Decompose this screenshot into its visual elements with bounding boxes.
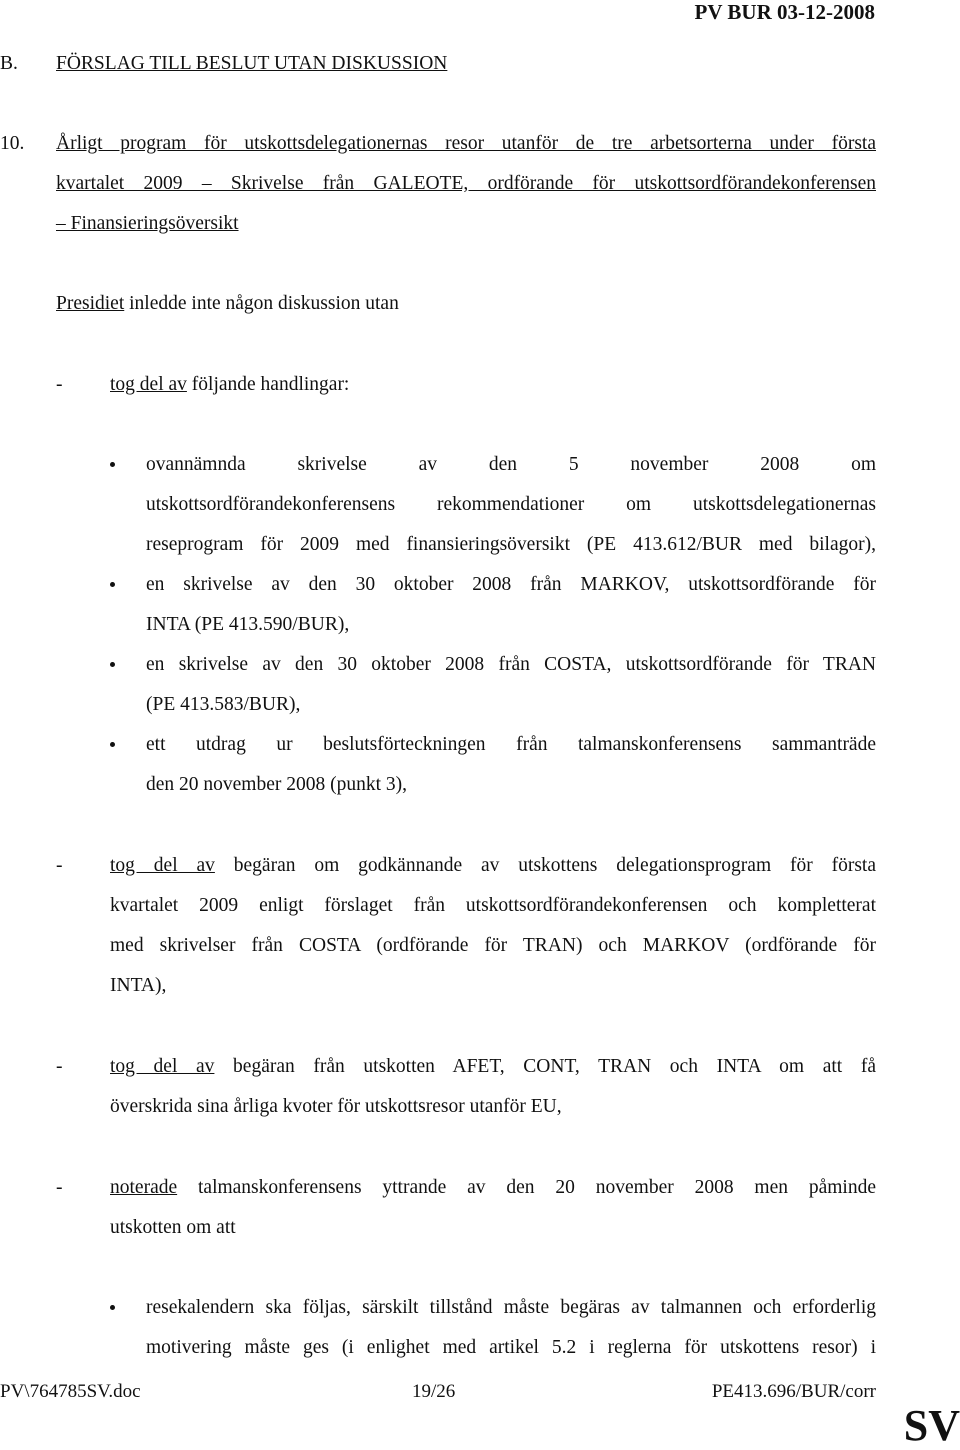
intro-subject: Presidiet (56, 293, 125, 314)
list-item-line: en skrivelse av den 30 oktober 2008 från COSTA, utskottsordförande för TRAN (146, 654, 876, 675)
item-heading-line: kvartalet 2009 – Skrivelse från GALEOTE, ordförande för utskottsordförandekonferensen (56, 173, 876, 194)
section-heading (0, 50, 447, 78)
decision-line: INTA), (110, 975, 167, 996)
item-heading-line: Årligt program för utskottsdelegationernas resor utanför de tre arbetsorterna under första (56, 133, 876, 154)
section-title: FÖRSLAG TILL BESLUT UTAN DISKUSSION (56, 53, 448, 74)
bullet-icon (110, 462, 115, 467)
item-heading-line: – Finansieringsöversikt (56, 213, 239, 234)
decision-text: begäran om godkännande av utskottens delegationsprogram för första (214, 855, 876, 876)
dash-marker: - (56, 1056, 63, 1077)
decision-line: överskrida sina årliga kvoter för utskottsresor utanför EU, (110, 1096, 562, 1117)
footer-document-ref: PE413.696/BUR/corr (711, 1381, 876, 1402)
bullet-icon (110, 662, 115, 667)
dash-marker: - (56, 374, 63, 395)
list-item-line: en skrivelse av den 30 oktober 2008 från MARKOV, utskottsordförande för (146, 574, 876, 595)
list-item-line: (PE 413.583/BUR), (146, 694, 301, 715)
intro-paragraph (56, 284, 399, 324)
decision-line: utskotten om att (110, 1217, 236, 1238)
bullet-icon (110, 1305, 115, 1310)
decision-verb: tog del av (110, 855, 215, 876)
decision-text: talmanskonferensens yttrande av den 20 november 2008 men påminde (177, 1177, 876, 1198)
item-number: 10. (0, 133, 25, 154)
language-mark: SV (903, 1401, 960, 1450)
decision-verb: noterade (110, 1177, 178, 1198)
decision-line (110, 1168, 876, 1208)
list-item-line: resekalendern ska följas, särskilt tillstånd måste begäras av talmannen och erforderlig (146, 1297, 876, 1318)
list-item-line: ovannämnda skrivelse av den 5 november 2008 om (146, 454, 876, 475)
page-footer (0, 1380, 876, 1404)
list-item-line: den 20 november 2008 (punkt 3), (146, 774, 408, 795)
list-item-line: INTA (PE 413.590/BUR), (146, 614, 350, 635)
dash-marker: - (56, 1177, 63, 1198)
decision-line (110, 1047, 876, 1087)
list-item-line: ett utdrag ur beslutsförteckningen från talmanskonferensens sammanträde (146, 734, 876, 755)
decision-line (110, 365, 876, 405)
footer-filename: PV\764785SV.doc (0, 1381, 141, 1402)
decision-text: begäran från utskotten AFET, CONT, TRAN och INTA om att få (214, 1056, 876, 1077)
decision-text: följande handlingar: (186, 374, 350, 395)
section-letter: B. (0, 53, 18, 74)
list-item-line: motivering måste ges (i enlighet med artikel 5.2 i reglerna för utskottens resor) i (146, 1337, 876, 1358)
bullet-icon (110, 582, 115, 587)
list-item-line: utskottsordförandekonferensens rekommendationer om utskottsdelegationernas (146, 494, 876, 515)
decision-verb: tog del av (110, 1056, 215, 1077)
dash-marker: - (56, 855, 63, 876)
decision-line (110, 846, 876, 886)
document-reference: PV BUR 03-12-2008 (694, 0, 875, 24)
list-item-line: reseprogram för 2009 med finansieringsöversikt (PE 413.612/BUR med bilagor), (146, 534, 876, 555)
decision-line: kvartalet 2009 enligt förslaget från utskottsordförandekonferensen och kompletterat (110, 895, 876, 916)
decision-verb: tog del av (110, 374, 187, 395)
footer-page-number: 19/26 (412, 1381, 456, 1402)
bullet-icon (110, 742, 115, 747)
decision-line: med skrivelser från COSTA (ordförande för TRAN) och MARKOV (ordförande för (110, 935, 876, 956)
intro-text: inledde inte någon diskussion utan (124, 293, 399, 314)
item-heading (56, 124, 876, 244)
